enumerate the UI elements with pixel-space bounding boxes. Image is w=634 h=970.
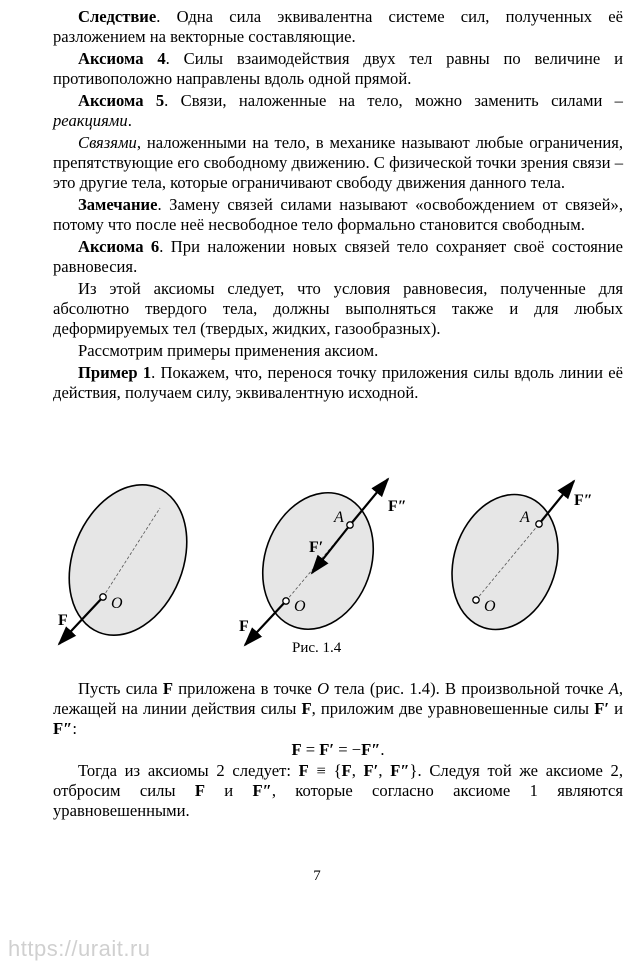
body-2: [239, 477, 407, 645]
page-number: 7: [313, 868, 321, 884]
body-2-label-A: A: [334, 509, 344, 526]
p1-t2: приложена в точке: [173, 679, 318, 698]
p2-F2: F: [341, 761, 352, 780]
body-2-point-O: [283, 598, 289, 604]
p2-t3: }. Следуя той же аксиоме 2, отбросим силы: [53, 761, 623, 800]
lead-corollary: Следствие: [78, 7, 157, 26]
paragraph-examples: [53, 341, 623, 361]
body-2-point-A: [347, 522, 353, 528]
formula-eq2: = −: [334, 740, 362, 759]
text-block-top: [53, 7, 623, 403]
p1-O: O: [317, 679, 330, 698]
text-axiom-6: . При наложении новых связей тело сохраняет своё состояние равновесия.: [53, 237, 623, 276]
p2-t4: и: [204, 781, 253, 800]
paragraph-then-axiom-2: [53, 761, 623, 821]
term-constraints: Связями: [78, 133, 137, 152]
figure-caption: Рис. 1.4: [292, 640, 342, 656]
p1-t4: , лежащей на линии действия силы: [53, 679, 623, 718]
figure-1-4: [0, 460, 634, 665]
text-example-1: . Покажем, что, перенося точку приложения силы вдоль линии её действия, получаем силу, эквивалентную исходной.: [53, 363, 623, 402]
body-2-force-F-arrow: [245, 601, 286, 645]
paragraph-example-1: [53, 363, 623, 403]
lead-axiom-5: Аксиома 5: [78, 91, 165, 110]
p1-Fp: F′: [594, 699, 609, 718]
paragraph-consequence: [53, 279, 623, 339]
body-3-force-F-double-prime-arrow: [539, 481, 574, 524]
paragraph-axiom-5: [53, 91, 623, 131]
body-3-label-O: O: [484, 598, 496, 615]
body-1-label-O: O: [111, 595, 123, 612]
body-3: [435, 481, 592, 644]
p2-t5: , которые согласно аксиоме 1 являются уравновешенными.: [53, 781, 623, 820]
body-1-point-O: [100, 594, 106, 600]
p2-c2: ,: [378, 761, 391, 780]
formula-equal-forces: [53, 739, 623, 761]
body-2-label-F-double-prime: F″: [388, 498, 407, 515]
body-3-point-A: [536, 521, 542, 527]
p2-Fpp2: F″: [252, 781, 272, 800]
text-constraints: , наложенными на тело, в механике называют любые ограничения, препятствующие его свободному движению. С физической точки зрения связи – это другие тела, которые ограничивают свободу движения данного тела.: [53, 133, 623, 192]
text-axiom-5-end: .: [127, 111, 132, 130]
body-3-label-F-double-prime: F″: [574, 492, 593, 509]
p2-F: F: [298, 761, 309, 780]
body-1: [48, 467, 208, 653]
text-block-bottom: [53, 679, 623, 821]
p1-t1: Пусть сила: [78, 679, 163, 698]
text-corollary: . Одна сила эквивалентна системе сил, полученных её разложением на векторные составляющие.: [53, 7, 623, 46]
text-remark: . Замену связей силами называют «освобождением от связей», потому что после неё несвободное тело формально становится свободным.: [53, 195, 623, 234]
body-2-label-O: O: [294, 598, 306, 615]
p1-t5: , приложим две уравновешенные силы: [311, 699, 595, 718]
paragraph-axiom-6: [53, 237, 623, 277]
formula-end: .: [380, 740, 385, 759]
p2-Fpp: F″: [390, 761, 410, 780]
formula-F-double-prime: F″: [361, 740, 381, 759]
paragraph-let-force: [53, 679, 623, 739]
p1-A: A: [608, 679, 619, 698]
paragraph-remark: [53, 195, 623, 235]
p1-Fpp: F″: [53, 719, 73, 738]
formula-eq1: =: [301, 740, 320, 759]
body-2-force-F-double-prime-arrow: [350, 479, 388, 525]
p2-t1: Тогда из аксиомы 2 следует:: [78, 761, 299, 780]
lead-remark: Замечание: [78, 195, 158, 214]
text-examples: Рассмотрим примеры применения аксиом.: [78, 341, 379, 360]
p1-t6: и: [609, 699, 624, 718]
p2-Fp: F′: [363, 761, 379, 780]
body-1-label-F: F: [58, 612, 68, 629]
body-3-label-A: A: [520, 509, 530, 526]
term-reactions: реакциями: [53, 111, 128, 130]
lead-axiom-4: Аксиома 4: [78, 49, 166, 68]
paragraph-axiom-4: [53, 49, 623, 89]
watermark: https://urait.ru: [8, 936, 151, 961]
formula-F-prime: F′: [319, 740, 335, 759]
lead-axiom-6: Аксиома 6: [78, 237, 160, 256]
p2-c1: ,: [351, 761, 364, 780]
p2-t2: ≡ {: [308, 761, 342, 780]
p1-t3: тела (рис. 1.4). В произвольной точке: [329, 679, 609, 698]
text-axiom-5: . Связи, наложенные на тело, можно заменить силами –: [164, 91, 623, 110]
lead-example-1: Пример 1: [78, 363, 152, 382]
body-3-point-O: [473, 597, 479, 603]
p2-F3: F: [194, 781, 205, 800]
body-1-ellipse: [48, 467, 208, 653]
p1-F: F: [162, 679, 173, 698]
formula-F: F: [291, 740, 302, 759]
body-2-label-F-prime: F′: [309, 539, 324, 556]
p1-t7: :: [72, 719, 77, 738]
p1-F2: F: [301, 699, 312, 718]
paragraph-constraints: [53, 133, 623, 193]
text-consequence: Из этой аксиомы следует, что условия равновесия, полученные для абсолютно твердого тела, должны выполняться также и для любых деформируемых тел (твердых, жидких, газообразных).: [53, 279, 623, 338]
text-axiom-4: . Силы взаимодействия двух тел равны по величине и противоположно направлены вдоль одной прямой.: [53, 49, 623, 88]
paragraph-corollary: [53, 7, 623, 47]
body-2-label-F: F: [239, 618, 249, 635]
